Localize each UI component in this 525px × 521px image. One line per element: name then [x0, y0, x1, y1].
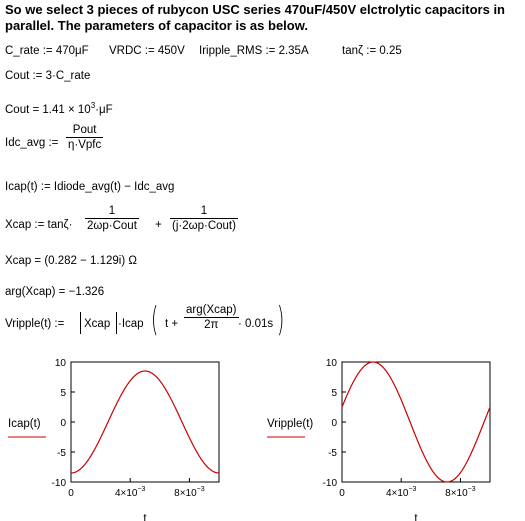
- idc-fraction: [66, 124, 103, 151]
- vrdc-def[interactable]: VRDC := 450V: [109, 45, 185, 57]
- vripple-tail: · 0.01s: [238, 318, 274, 330]
- vripple-abs: Xcap: [84, 318, 111, 330]
- x-tick-label: $8\times 10^{-3}$: [445, 486, 476, 499]
- y-axis-label: Icap(t): [8, 418, 41, 430]
- vripple-plot[interactable]: [262, 352, 525, 521]
- series-line: [71, 371, 219, 473]
- cout-value-main: Cout = 1.41 × 10: [5, 103, 91, 116]
- xcap-den1: 2ωp·Cout: [87, 220, 137, 232]
- cout-value-unit: ·μF: [95, 103, 113, 116]
- xcap-lhs[interactable]: Xcap := tanζ·: [5, 219, 73, 231]
- vripple-mid: ·Icap: [118, 318, 144, 330]
- vripple-num: arg(Xcap): [186, 304, 237, 316]
- iripple-def[interactable]: Iripple_RMS := 2.35A: [199, 45, 309, 57]
- vripple-den: 2π: [204, 319, 219, 331]
- vripple-lhs[interactable]: Vripple(t) :=: [5, 318, 65, 330]
- xcap-bar1: [85, 218, 139, 219]
- idc-bar: [66, 137, 103, 138]
- y-axis-label: Vripple(t): [267, 418, 314, 430]
- y-tick-label: 5: [331, 388, 337, 399]
- xcap-den2: (j·2ωp·Cout): [172, 220, 236, 232]
- close-paren: ): [276, 300, 285, 340]
- idc-num: Pout: [72, 124, 97, 136]
- cout-value[interactable]: [5, 99, 113, 117]
- xcap-value[interactable]: Xcap = (0.282 − 1.129i) Ω: [5, 255, 137, 267]
- xcap-bar2: [170, 218, 238, 219]
- idc-den: η·Vpfc: [68, 139, 102, 151]
- y-tick-label: -10: [51, 478, 66, 489]
- tan-def[interactable]: tanζ := 0.25: [342, 45, 402, 57]
- x-tick-label: 0: [339, 488, 345, 499]
- x-tick-label: 0: [68, 488, 74, 499]
- abs-bar-right: [116, 312, 117, 334]
- c-rate-def[interactable]: C_rate := 470μF: [5, 45, 89, 57]
- xcap-frac1: [85, 205, 139, 232]
- y-tick-label: 10: [54, 358, 66, 369]
- abs-bar-left: [80, 312, 81, 334]
- xcap-plus: +: [155, 219, 162, 231]
- x-tick-label: $8\times 10^{-3}$: [174, 486, 205, 499]
- y-tick-label: -5: [57, 448, 66, 459]
- heading-text: So we select 3 pieces of rubycon USC series 470uF/450V elctrolytic capacitors in parallel. The parameters of capacitor is as below.: [5, 2, 505, 33]
- vripple-frac: [184, 304, 239, 331]
- cout-value-exp: 3: [90, 101, 96, 110]
- arg-value[interactable]: arg(Xcap) = −1.326: [5, 286, 105, 298]
- plot-frame: [71, 362, 219, 482]
- x-tick-label: $4\times 10^{-3}$: [385, 486, 417, 499]
- series-line: [342, 362, 490, 482]
- y-tick-label: -10: [322, 478, 337, 489]
- vripple-bar: [184, 317, 239, 318]
- x-axis-label: t: [414, 513, 418, 521]
- y-tick-label: 0: [60, 418, 66, 429]
- open-paren: (: [150, 300, 159, 340]
- xcap-frac2: [170, 205, 238, 232]
- y-tick-label: -5: [328, 448, 337, 459]
- plot-frame: [342, 362, 490, 482]
- xcap-num2: 1: [200, 205, 208, 217]
- xcap-num1: 1: [108, 205, 116, 217]
- icap-plot[interactable]: [0, 352, 262, 521]
- y-tick-label: 10: [325, 358, 337, 369]
- idc-lhs[interactable]: Idc_avg :=: [5, 137, 59, 149]
- x-tick-label: $4\times 10^{-3}$: [114, 486, 146, 499]
- cout-def[interactable]: Cout := 3·C_rate: [5, 70, 91, 82]
- icap-def[interactable]: Icap(t) := Idiode_avg(t) − Idc_avg: [5, 181, 175, 193]
- y-tick-label: 0: [331, 418, 337, 429]
- x-axis-label: t: [143, 513, 147, 521]
- vripple-t: t +: [165, 318, 179, 330]
- y-tick-label: 5: [60, 388, 66, 399]
